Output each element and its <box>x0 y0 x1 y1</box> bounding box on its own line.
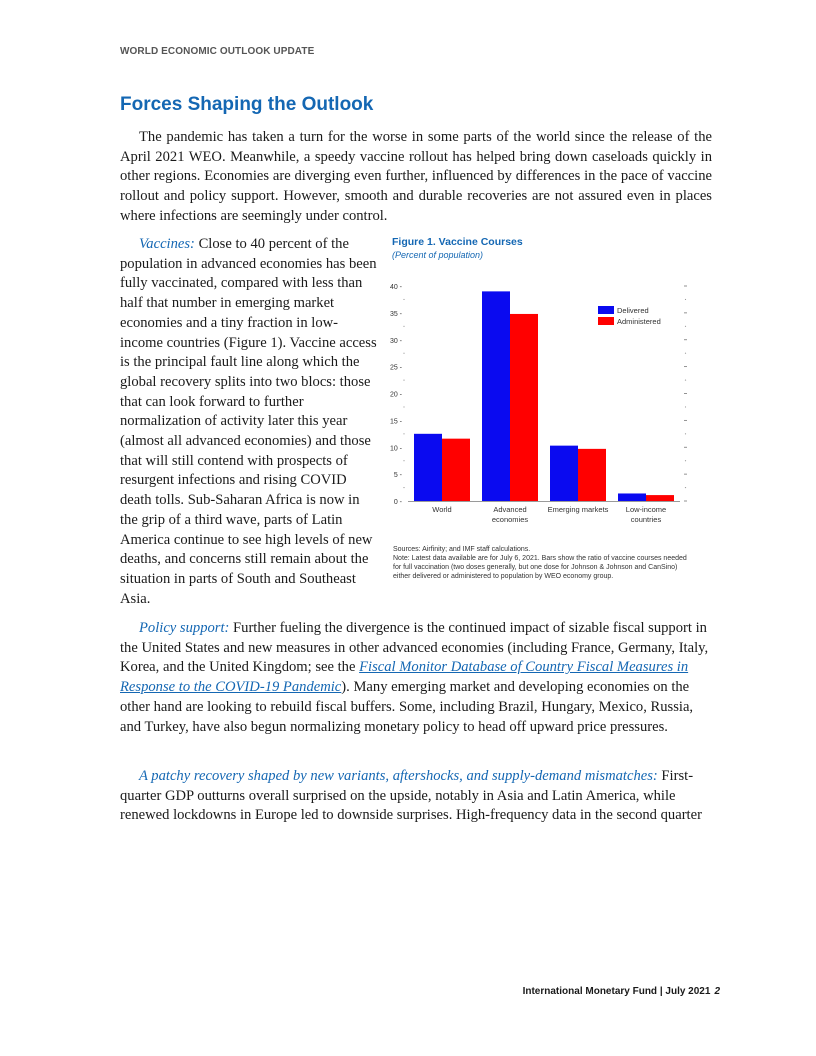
patchy-recovery-paragraph <box>120 767 714 826</box>
y-tick-label: 20 - <box>390 391 402 399</box>
bar-administered-1 <box>510 314 538 501</box>
x-category-label: World <box>432 505 452 514</box>
vaccines-paragraph <box>120 235 378 609</box>
bar-administered-3 <box>646 495 674 501</box>
x-category-label: Low-income <box>625 505 667 514</box>
x-category-label: Advanced <box>493 505 527 514</box>
y-minor-tick-left <box>403 406 404 407</box>
y-minor-tick-left <box>403 487 404 488</box>
bar-delivered-0 <box>414 434 442 501</box>
y-minor-tick-right <box>685 379 686 380</box>
y-minor-tick-left <box>403 326 404 327</box>
vaccines-lead: Vaccines: <box>139 236 195 252</box>
y-minor-tick-right <box>685 460 686 461</box>
y-minor-tick-left <box>403 299 404 300</box>
legend-swatch-administered <box>598 317 614 325</box>
policy-text-before-link: Further fueling the divergence is the continued impact of sizable fiscal support in the United States and new measures in other advanced economies (including France, Germany, Italy, Korea, and the United Kingdom; see the <box>120 620 709 676</box>
y-tick-label: 35 - <box>390 310 402 318</box>
figure-notes <box>393 545 689 581</box>
policy-lead: Policy support: <box>139 620 230 636</box>
policy-text-after-link: ). Many emerging market and developing economies on the other hand are looking to rebuild fiscal buffers. Some, including Brazil, Hungary, Mexico, Russia, and Turkey, have also begun normalizing monetary policy to head off upward price pressures. <box>120 679 694 735</box>
figure-note: Note: Latest data available are for July 6, 2021. Bars show the ratio of vaccine courses needed for full vaccination (two doses generally, but one dose for Johnson & Johnson and CanSino) either delivered or administered to population by WEO economy group. <box>393 555 687 580</box>
legend-label-delivered: Delivered <box>617 306 649 315</box>
y-minor-tick-left <box>403 433 404 434</box>
y-minor-tick-left <box>403 379 404 380</box>
y-tick-label: 40 - <box>390 284 402 291</box>
y-minor-tick-left <box>403 460 404 461</box>
legend-label-administered: Administered <box>617 317 661 326</box>
y-tick-label: 15 - <box>390 418 402 426</box>
page-footer <box>523 986 720 997</box>
x-category-label: economies <box>491 515 529 524</box>
patchy-lead: A patchy recovery shaped by new variants, aftershocks, and supply-demand mismatches: <box>139 768 658 784</box>
fiscal-monitor-database-link[interactable]: Fiscal Monitor Database of Country Fiscal Measures in Response to the COVID-19 Pandemic <box>120 659 689 696</box>
figure-vaccine-courses <box>390 236 690 606</box>
policy-paragraph <box>120 619 714 737</box>
bar-administered-2 <box>578 449 606 501</box>
intro-paragraph: The pandemic has taken a turn for the worse in some parts of the world since the release of the April 2021 WEO. Meanwhile, a speedy vaccine rollout has helped bring down caseloads quickly in other regions. Economies are diverging even further, influenced by differences in the pace of vaccine rollout and policy support. However, smooth and durable recoveries are not assured even in places where infections are seemingly under control. <box>120 129 712 224</box>
y-minor-tick-right <box>685 299 686 300</box>
figure-subtitle: (Percent of population) <box>392 250 484 260</box>
running-header: WORLD ECONOMIC OUTLOOK UPDATE <box>120 46 315 57</box>
vaccines-text: Close to 40 percent of the population in advanced economies has been fully vaccinated, compared with less than half that number in emerging market economies and a tiny fraction in low-income countries (Figure 1). Vaccine access is the principal fault line along which the global recovery splits into two blocs: those that can look forward to further normalization of activity later this year (almost all advanced economies) and those that will still contend with prospects of resurgent infections and rising COVID death tolls. Sub-Saharan Africa is now in the grip of a third wave, parts of Latin America continue to see high levels of new deaths, and concerns still remain about the situation in parts of South and Southeast Asia. <box>120 236 377 607</box>
bar-delivered-1 <box>482 291 510 501</box>
y-tick-label: 0 - <box>393 499 402 506</box>
y-minor-tick-right <box>685 433 686 434</box>
figure-sources: Sources: Airfinity; and IMF staff calculations. <box>393 546 531 553</box>
legend-swatch-delivered <box>598 306 614 314</box>
y-minor-tick-right <box>685 326 686 327</box>
y-tick-label: 30 - <box>390 337 402 345</box>
vaccine-courses-chart <box>390 266 690 536</box>
y-minor-tick-right <box>685 353 686 354</box>
x-category-label: countries <box>630 515 662 524</box>
y-tick-label: 10 - <box>390 445 402 453</box>
page-number: 2 <box>714 986 720 997</box>
y-minor-tick-right <box>685 406 686 407</box>
x-category-label: Emerging markets <box>547 505 609 514</box>
y-tick-label: 5 - <box>393 472 402 480</box>
footer-text: International Monetary Fund | July 2021 <box>522 986 711 997</box>
section-title: Forces Shaping the Outlook <box>120 94 374 115</box>
figure-title: Figure 1. Vaccine Courses <box>392 236 523 248</box>
y-minor-tick-left <box>403 353 404 354</box>
bar-delivered-2 <box>550 446 578 501</box>
patchy-text: First-quarter GDP outturns overall surprised on the upside, notably in Asia and Latin America, while renewed lockdowns in Europe led to downside surprises. High-frequency data in the second quarter <box>120 768 702 824</box>
y-minor-tick-right <box>685 487 686 488</box>
bar-administered-0 <box>442 439 470 501</box>
bar-delivered-3 <box>618 493 646 501</box>
y-tick-label: 25 - <box>390 364 402 372</box>
